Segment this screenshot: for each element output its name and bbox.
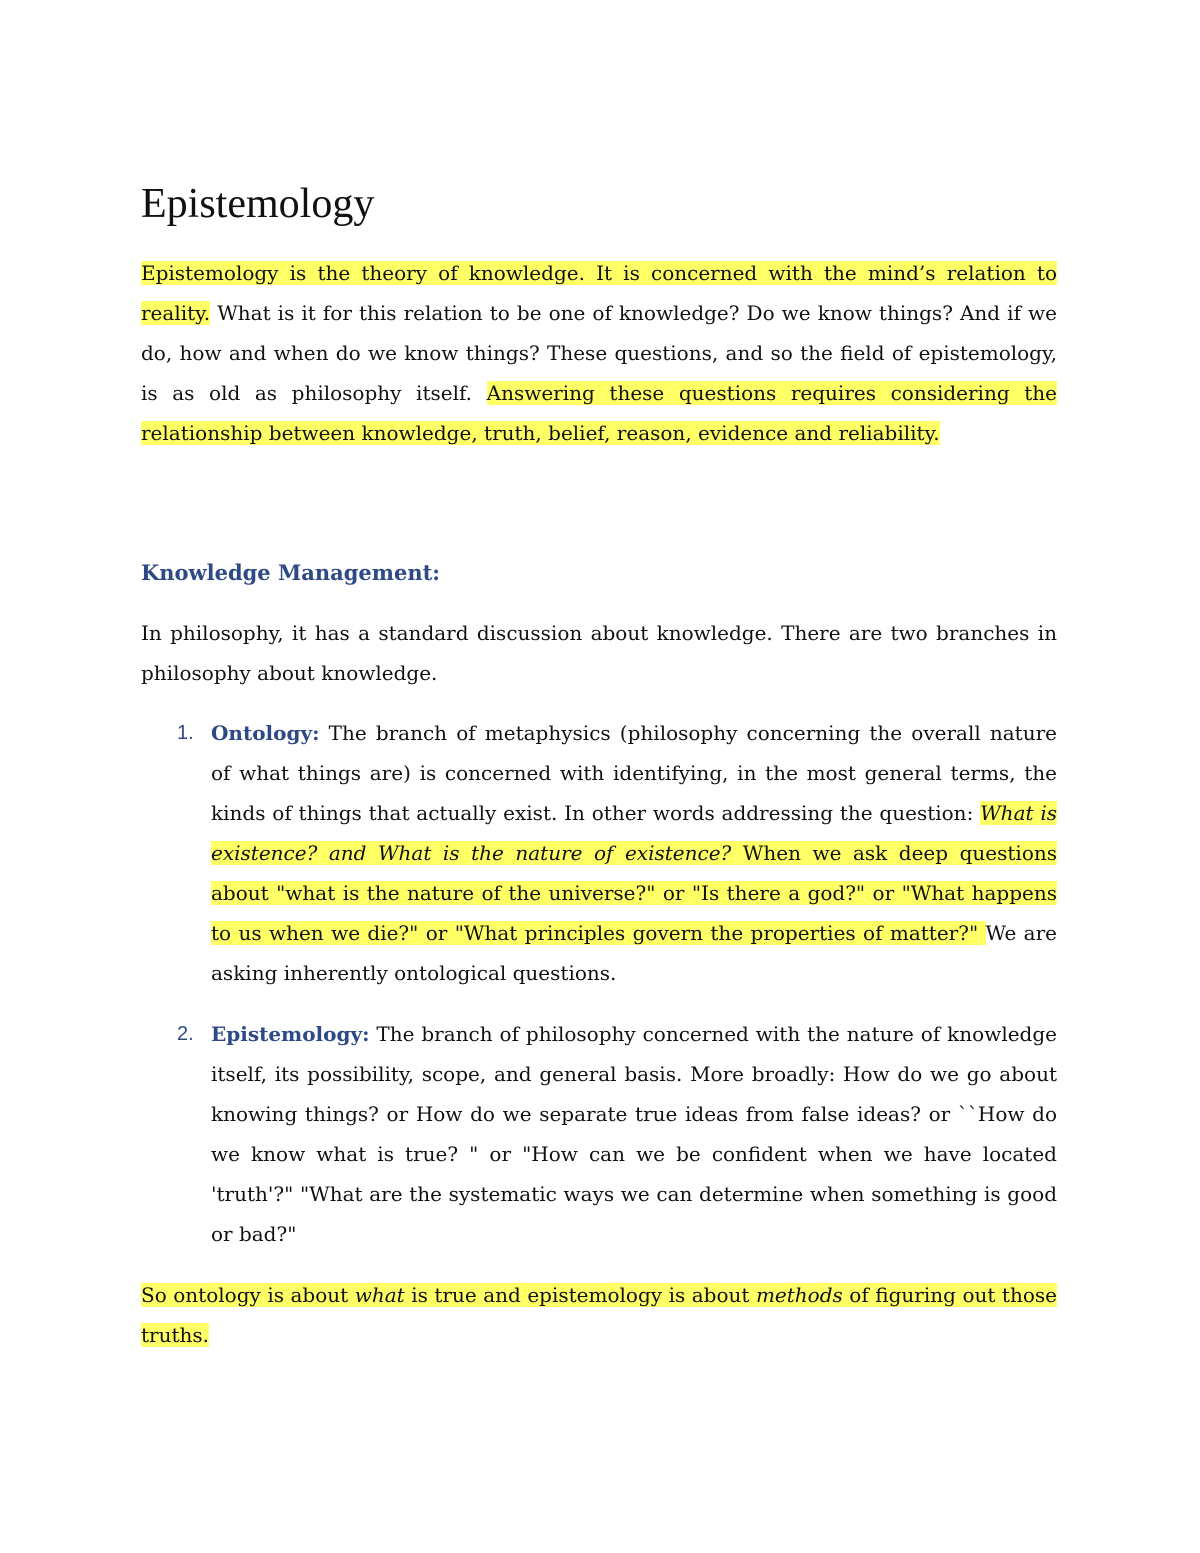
list-term-epistemology: Epistemology: <box>211 1022 370 1046</box>
conclusion-paragraph <box>141 1275 1057 1355</box>
list-text-end: We are asking inherently ontological questions. <box>211 921 1057 985</box>
section-intro-paragraph: In philosophy, it has a standard discussion about knowledge. There are two branches in philosophy about knowledge. <box>141 621 1057 685</box>
list-item-body <box>211 713 1057 993</box>
list-highlight-italic: What is existence? and What is the nature of existence? <box>211 801 1057 865</box>
intro-highlight-1: Epistemology is the theory of knowledge. It is concerned with the mind’s relation to reality. <box>141 261 1057 325</box>
list-item-body <box>211 1014 1057 1254</box>
conclusion-part-2: is true and epistemology is about <box>404 1283 756 1307</box>
intro-text: What is it for this relation to be one of knowledge? Do we know things? And if we do, how and when do we know things? These questions, and so the field of epistemology, is as old as philosophy itself. <box>141 301 1057 405</box>
list-term-ontology: Ontology: <box>211 721 320 745</box>
list-number: 1. <box>177 722 194 744</box>
conclusion-italic-methods: methods <box>755 1283 843 1307</box>
document-title: Epistemology <box>141 181 375 227</box>
list-highlight-text: When we ask deep questions about "what is the nature of the universe?" or "Is there a god?" or "What happens to us when we die?" or "What principles govern the properties of matter?" <box>211 841 1058 945</box>
section-heading: Knowledge Management: <box>141 560 441 585</box>
list-number: 2. <box>177 1023 194 1045</box>
conclusion-part-3: of figuring out those truths. <box>141 1283 1057 1347</box>
intro-paragraph <box>141 253 1057 453</box>
list-text: The branch of metaphysics (philosophy concerning the overall nature of what things are) is concerned with identifying, in the most general terms, the kinds of things that actually exist. In other words addressing the question: <box>211 721 1057 825</box>
conclusion-italic-what: what <box>354 1283 405 1307</box>
conclusion-part-1: So ontology is about <box>141 1283 355 1307</box>
list-text: The branch of philosophy concerned with the nature of knowledge itself, its possibility, scope, and general basis. More broadly: How do we go about knowing things? or How do we separate true ideas from false ideas? or ``How do we know what is true? " or "How can we be confident when we have located 'truth'?" "What are the systematic ways we can determine when something is good or bad?" <box>211 1022 1057 1246</box>
intro-highlight-2: Answering these questions requires considering the relationship between knowledge, truth, belief, reason, evidence and reliability. <box>141 381 1057 445</box>
conclusion-highlight <box>141 1283 1057 1347</box>
